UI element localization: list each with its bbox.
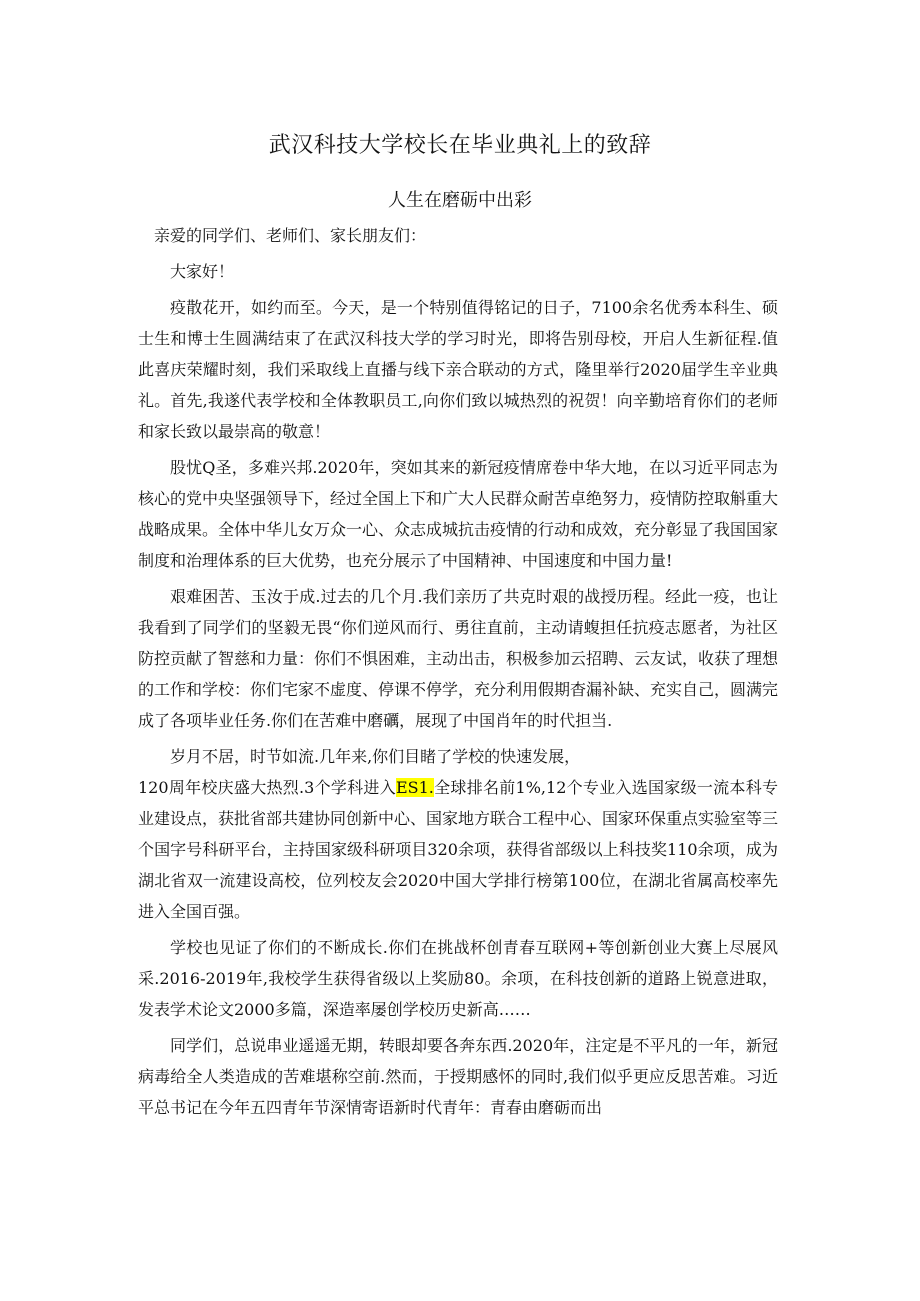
paragraph-4-text-before-highlight: 120周年校庆盛大热烈.3个学科进入 — [138, 778, 396, 797]
paragraph-4-line-1: 岁月不居，时节如流.几年来,你们目睹了学校的快速发展， — [170, 747, 581, 766]
paragraph-1: 疫散花开，如约而至。今天，是一个特别值得铭记的日子，7100余名优秀本科生、硕士生和博士生圆满结束了在武汉科技大学的学习时光，即将告别母校，开启人生新征程.值此喜庆荣耀时刻，我们采取线上直播与线下亲合联动的方式，隆里举行2020届学生辛业典礼。首先,我遂代表学校和全体教职员工,向你们致以城热烈的祝贺！向辛勤培育你们的老师和家长致以最崇高的敬意！ — [138, 298, 778, 441]
document-body — [138, 220, 778, 1128]
paragraph-5: 学校也见证了你们的不断成长.你们在挑战杯创青春互联网+等创新创业大赛上尽展风采.2016-2019年,我校学生获得省级以上奖励80。余项，在科技创新的道路上锐意进取，发表学术论文2000多篇，深造率屡创学校历史新高…… — [138, 938, 778, 1019]
document-subtitle: 人生在磨砺中出彩 — [388, 190, 532, 211]
paragraph-4-continued — [138, 772, 778, 927]
paragraph-6: 同学们，总说串业遥遥无期，转眼却要各奔东西.2020年，注定是不平凡的一年，新冠病毒给全人类造成的苦难堪称空前.然而，于授期感怀的同时,我们似乎更应反思苦难。习近平总书记在今年五四青年节深情寄语新时代青年：青春由磨砺而出 — [138, 1036, 778, 1117]
document-title: 武汉科技大学校长在毕业典礼上的致辞 — [268, 133, 652, 158]
paragraph-3: 艰难困苦、玉汝于成.过去的几个月.我们亲历了共克时艰的战授历程。经此一疫，也让我看到了同学们的坚毅无畏“你们逆风而行、勇往直前，主动请蝮担任抗疫志愿者，为社区防控贡献了智慈和力量：你们不惧困难，主动出击，积极参加云招聘、云友试，收获了理想的工作和学校：你们宅家不虚度、停课不停学，充分利用假期杳漏补缺、充实自己，圆满完成了各项毕业任务.你们在苦难中磨礪，展现了中国肖年的时代担当. — [138, 587, 779, 730]
highlighted-text: ES1. — [395, 778, 434, 797]
paragraph-4-text-after-highlight: 全球排名前1%,12个专业入选国家级一流本科专业建设点，获批省部共建协同创新中心、国家地方联合工程中心、国家环保重点实验室等三个国字号科研平台，主持国家级科研项目320余项，获得省部级以上科技奖110余项，成为湖北省双一流建设高校，位列校友会2020中国大学排行榜第100位，在湖北省属高校率先进入全国百强。 — [138, 778, 779, 921]
paragraph-2: 股忧Q圣，多难兴邦.2020年，突如其来的新冠疫情席卷中华大地，在以习近平同志为核心的党中央坚强领导下，经过全国上下和广大人民群众耐苦卓绝努力，疫情防控取斛重大战略成果。全体中华儿女万众一心、众志成城抗击疫情的行动和成效，充分彰显了我国国家制度和治理体系的巨大优势，也充分展示了中国精神、中国速度和中国力量! — [138, 458, 779, 570]
salutation: 亲爱的同学们、老师们、家长朋友们： — [154, 226, 427, 245]
greeting: 大家好！ — [170, 262, 235, 281]
